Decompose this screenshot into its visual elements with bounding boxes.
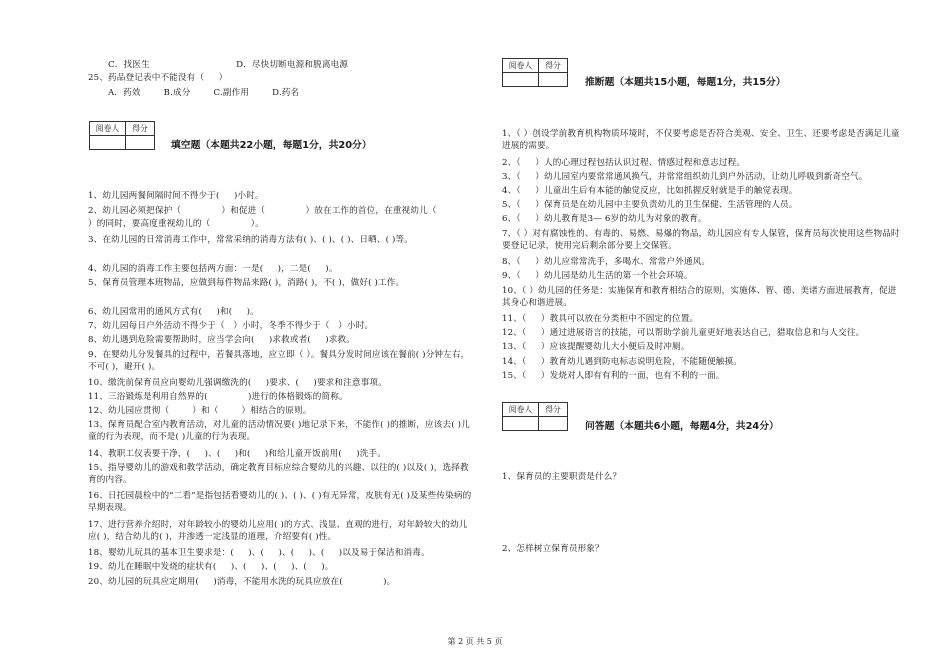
fill-question: 10、缴洗前保育员应向婴幼儿强调缴洗的( )要求、( )要求和注意事项。 <box>88 378 387 388</box>
fill-question: 6、幼儿园常用的通风方式有( )和( )。 <box>88 307 259 317</box>
fill-question: 11、三浴锻炼是利用自然界的( )进行的体格锻炼的简称。 <box>88 392 348 402</box>
fill-question: 16、日托园晨检中的“二看”是指包括看婴幼儿的( )、( )、( )有无异常，皮肤有无( )及某些传染病的早期表现。 <box>88 491 472 513</box>
judge-question: 7、（ ）对有腐蚀性的、有毒的、易燃、易爆的物品，幼儿园应有专人保管，保育员每次使用这些物品时要登记记录，使用完后剩余部分要上交保管。 <box>502 229 900 251</box>
fill-question: 9、在婴幼儿分发餐具的过程中，若餐具落地，应立即（ ）。餐具分发时间应该在餐前( )分钟左右，不可( )，避开( )。 <box>88 350 470 372</box>
grader-cell[interactable] <box>503 73 539 87</box>
score-cell[interactable] <box>126 136 155 150</box>
fill-question: 5、保育员管理本班物品，应做到每件物品来路( )，消路( )，不( )，做好( )工作。 <box>88 278 405 288</box>
judge-question: 14、（ ）教育幼儿遇到防电标志说明危险，不能随便触摸。 <box>502 357 742 367</box>
score-label: 得分 <box>539 59 568 73</box>
page-number: 第 2 页 共 5 页 <box>447 637 503 646</box>
fill-question: 18、婴幼儿玩具的基本卫生要求是：( )、( )、( )、( )以及易于保洁和消毒。 <box>88 548 430 558</box>
judge-question: 12、（ ）通过进展语言的技能，可以帮助学前儿童更好地表达自己，猎取信息和与人交往。 <box>502 328 865 338</box>
grader-cell[interactable] <box>503 417 539 431</box>
fill-question: 12、幼儿园应贯彻（ ）和（ ）相结合的原则。 <box>88 406 312 416</box>
grader-label: 阅卷人 <box>503 59 539 73</box>
judge-question: 8、（ ）幼儿应常常洗手，多喝水、常常户外通风。 <box>502 257 711 267</box>
section-title-qa: 问答题（本题共6小题，每题4分，共24分） <box>585 421 779 432</box>
score-label: 得分 <box>539 403 568 417</box>
judge-question: 10、（ ）幼儿园的任务是：实施保育和教育相结合的原则，实施体、智、德、美诸方面进展教育，促进其身心和谐进展。 <box>502 286 897 308</box>
option-line: C．找医生 D．尽快切断电源和脱离电源 <box>108 60 349 70</box>
question-line: 25、药品登记表中不能没有（ ） <box>88 73 228 83</box>
fill-question-cont: ）的同时，要高度重视幼儿的（ ）。 <box>88 219 264 229</box>
judge-question: 2、（ ）人的心理过程包括认识过程、情感过程和意志过程。 <box>502 158 746 168</box>
judge-question: 11、（ ）教具可以放在分类柜中不固定的位置。 <box>502 314 699 324</box>
grader-cell[interactable] <box>90 136 126 150</box>
fill-question: 17、进行营养介绍时，对年龄较小的婴幼儿应用( )的方式、浅显、直观的进行，对年龄较大的幼儿应( )，结合幼儿的( )，并渗透一定浅显的道理，介绍要有( )性。 <box>88 520 468 542</box>
fill-question: 13、保育员配合室内教育活动，对儿童的活动情况要( )地记录下来，不能作( )的推断，应该去( )儿童的行为表现，而不是( )儿童的行为表现。 <box>88 420 470 442</box>
grader-label: 阅卷人 <box>503 403 539 417</box>
score-label: 得分 <box>126 122 155 136</box>
grader-label: 阅卷人 <box>90 122 126 136</box>
score-cell[interactable] <box>539 73 568 87</box>
section-title-fill-blank: 填空题（本题共22小题，每题1分，共20分） <box>171 140 372 151</box>
fill-question: 3、在幼儿园的日常消毒工作中，常常采纳的消毒方法有( )、( )、( )、日晒、( )等。 <box>88 235 413 245</box>
judge-question: 15、（ ）发烧对人即有有利的一面，也有不利的一面。 <box>502 371 725 381</box>
judge-question: 6、（ ）幼儿教育是3— 6岁的幼儿为对象的教育。 <box>502 214 707 224</box>
judge-question: 1、（ ）创设学前教育机构物质环境时，不仅要考虑是否符合美观、安全、卫生、还要考虑是否满足儿童进展的需要。 <box>502 129 900 151</box>
score-box <box>502 58 568 87</box>
score-box <box>502 402 568 431</box>
fill-question: 20、幼儿园的玩具应定期用( )消毒，不能用水洗的玩具应放在( )。 <box>88 577 396 587</box>
fill-question: 4、幼儿园的消毒工作主要包括两方面：一是( )，二是( )。 <box>88 264 338 274</box>
judge-question: 4、（ ）儿童出生后有本能的触觉反应，比如抓握反射就是手的触觉表现。 <box>502 186 798 196</box>
fill-question: 7、幼儿园每日户外活动不得少于（ ）小时，冬季不得少于（ ）小时。 <box>88 321 374 331</box>
fill-question: 2、幼儿园必须把保护（ ）和促进（ ）放在工作的首位，在重视幼儿（ <box>88 206 437 216</box>
fill-question: 1、幼儿园两餐间隔时间不得少于( )小时。 <box>88 191 264 201</box>
fill-question: 14、教职工仪表要干净，( )、( )和( )和给儿童开饭前用( )洗手。 <box>88 449 386 459</box>
section-title-judgement: 推断题（本题共15小题，每题1分，共15分） <box>585 77 786 88</box>
fill-question: 15、指导婴幼儿的游戏和教学活动，确定教育目标应综合婴幼儿的兴趣、以往的( )以及( )，选择教育的内容。 <box>88 463 469 485</box>
fill-question: 8、幼儿遇到危险需要帮助时，应当学会向( )求救或者( )求救。 <box>88 335 356 345</box>
qa-question: 2、怎样树立保育员形象？ <box>502 544 604 554</box>
score-box <box>89 121 155 150</box>
judge-question: 13、（ ）应该提醒婴幼儿大小便后及时冲厕。 <box>502 342 690 352</box>
judge-question: 3、（ ）幼儿园室内要常常通风换气，并常常组织幼儿到户外活动，让幼儿呼吸到新奇空气。 <box>502 172 868 182</box>
option-line: A．药效 B.成分 C.副作用 D.药名 <box>108 88 300 98</box>
judge-question: 5、（ ）保育员是在幼儿园中主要负责幼儿的卫生保健、生活管理的人员。 <box>502 200 798 210</box>
qa-question: 1、保育员的主要职责是什么？ <box>502 472 622 482</box>
judge-question: 9、（ ）幼儿园是幼儿生活的第一个社会环境。 <box>502 271 693 281</box>
score-cell[interactable] <box>539 417 568 431</box>
fill-question: 19、幼儿在睡眠中发烧的症状有( )、( )、( )、( )。 <box>88 562 334 572</box>
